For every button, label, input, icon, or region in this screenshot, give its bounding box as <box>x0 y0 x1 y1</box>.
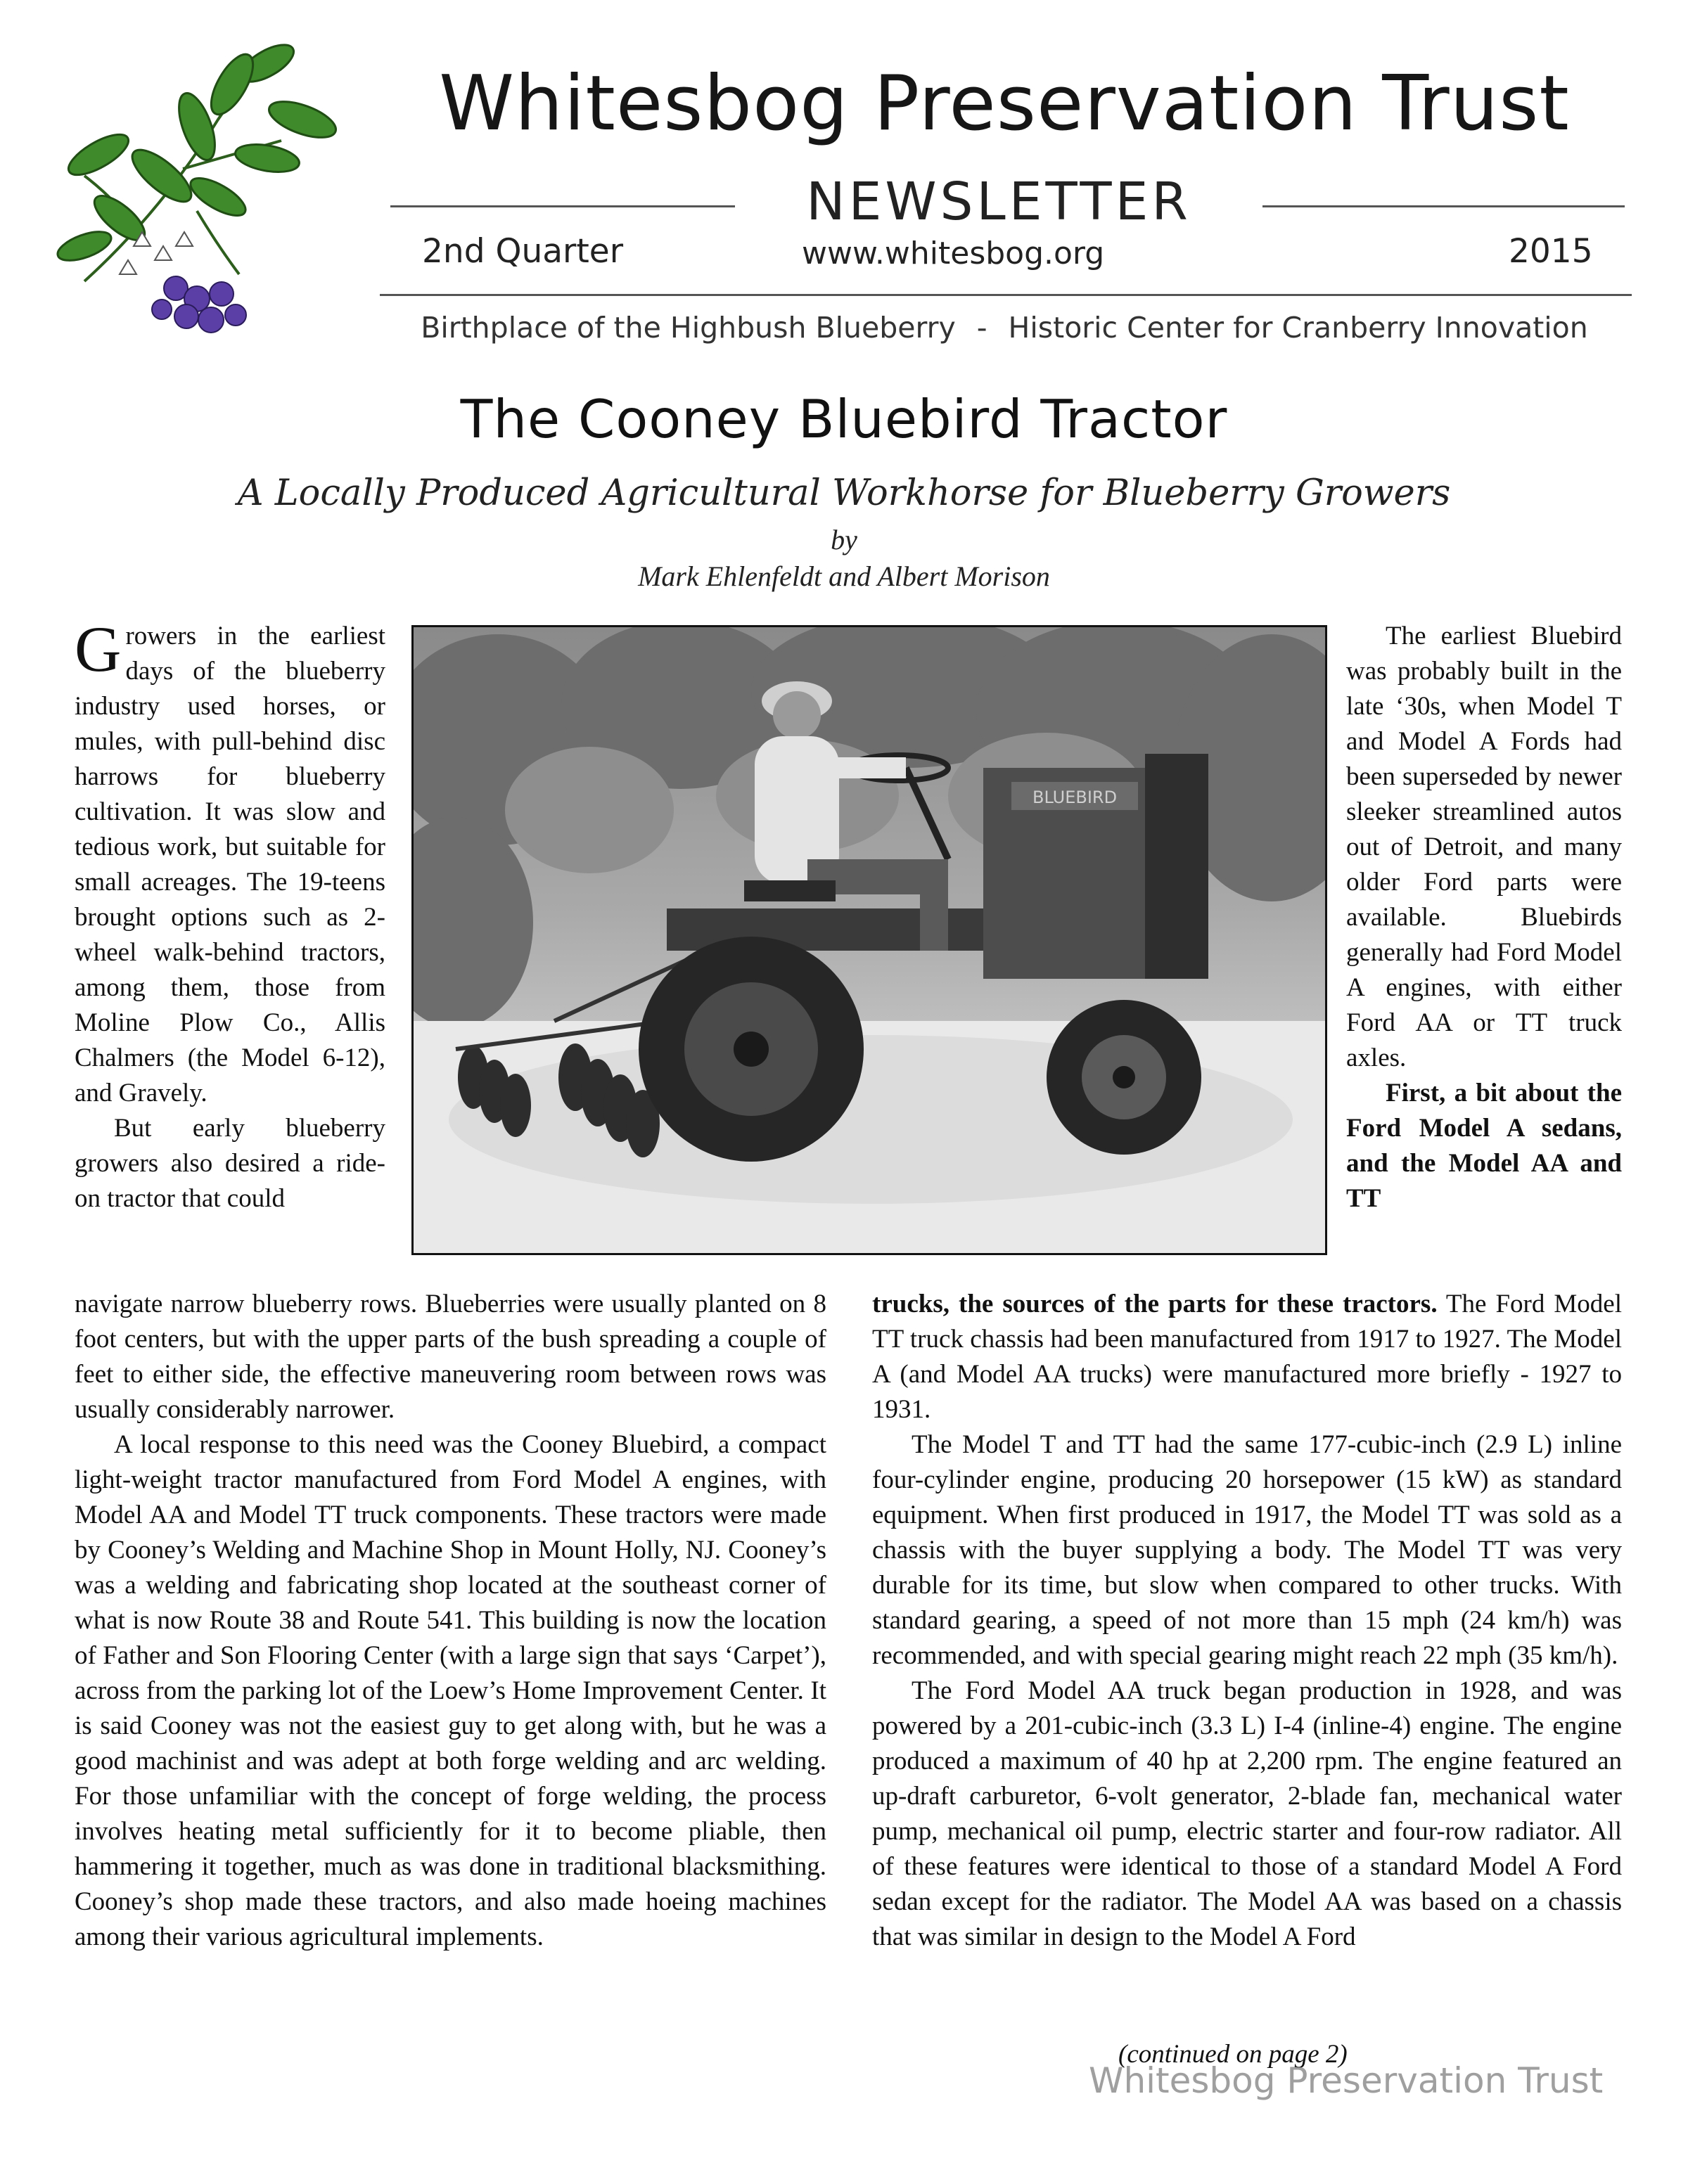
article-paragraph: The Model T and TT had the same 177-cubic-inch (2.9 L) inline four-cylinder engine, producing 20 horsepower (15 kW) as standard equipment. When first produced in 1917, the Model TT was sold as a chassis with the buyer supplying a body. The Model TT was very durable for its time, but slow when compared to other trucks. With standard gearing, a speed of not more than 15 mph (24 km/h) was recommended, and with special gearing might reach 22 mph (35 km/h). <box>872 1430 1622 1670</box>
article-byline-by: by <box>831 524 857 555</box>
masthead-title: Whitesbog Preservation Trust <box>439 60 1570 148</box>
article-paragraph-continued: navigate narrow blueberry rows. Blueberries were usually planted on 8 foot centers, but with the upper parts of the bush spreading a couple of feet to either side, the effective maneuvering room between rows was usually considerably narrower. <box>75 1290 826 1424</box>
left-wide-column <box>75 1287 826 1955</box>
tractor-photo <box>411 625 1327 1255</box>
article-paragraph: The earliest Bluebird was probably built in the late ‘30s, when Model T and Model A Fords had been superseded by newer sleeker streamlined autos out of Detroit, and many older Ford parts were available. Bluebirds generally had Ford Model A engines, with either Ford AA or TT truck axles. <box>1346 622 1622 1072</box>
watermark: Whitesbog Preservation Trust <box>1089 2060 1604 2101</box>
masthead-rule-bottom <box>380 294 1632 296</box>
article-subtitle: A Locally Produced Agricultural Workhorse for Blueberry Growers <box>237 473 1451 514</box>
article-authors: Mark Ehlenfeldt and Albert Morison <box>638 560 1050 592</box>
masthead-rule-left <box>390 205 735 207</box>
article-paragraph: The Ford Model AA truck began production in 1928, and was powered by a 201-cubic-inch (3.3 L) I-4 (inline-4) engine. The engine produced a maximum of 40 hp at 2,200 rpm. The engine featured an up-draft carburetor, 6-volt generator, 2-blade fan, mechanical water pump, mechanical oil pump, electric starter and four-row radiator. All of these features were identical to those of a standard Model A Ford sedan except for the radiator. The Model AA was based on a chassis that was similar in design to the Model A Ford <box>872 1676 1622 1951</box>
continued-on-page-link[interactable]: (continued on page 2) <box>1118 2040 1348 2069</box>
right-narrow-column <box>1346 619 1622 1216</box>
tagline-right: Historic Center for Cranberry Innovation <box>1008 311 1588 345</box>
masthead-quarter: 2nd Quarter <box>422 232 624 271</box>
right-wide-column <box>872 1287 1622 1955</box>
tagline-left: Birthplace of the Highbush Blueberry <box>421 311 956 345</box>
masthead-website-link[interactable]: www.whitesbog.org <box>802 236 1105 271</box>
article-paragraph: But early blueberry growers also desired a ride-on tractor that could <box>75 1114 385 1213</box>
bold-lead-continued: trucks, the sources of the parts for these tractors. <box>872 1290 1438 1318</box>
article-title: The Cooney Bluebird Tractor <box>460 388 1228 450</box>
masthead-newsletter-label: NEWSLETTER <box>806 172 1191 232</box>
paragraph-rest: The Ford Model TT truck chassis had been manufactured from 1917 to 1927. The Model A (and Model AA trucks) were manufactured more briefly - 1927 to 1931. <box>872 1290 1622 1424</box>
masthead-tagline <box>385 311 1623 345</box>
drop-cap: G <box>75 613 122 685</box>
article-paragraph <box>75 613 385 1111</box>
article-paragraph-bold: First, a bit about the Ford Model A sedans, and the Model AA and TT <box>1346 1079 1622 1213</box>
left-p1-text: rowers in the earliest days of the blueberry industry used horses, or mules, with pull-behind disc harrows for blueberry cultivation. It was slow and tedious work, but suitable for small acreages. The 19-teens brought options such as 2-wheel walk-behind tractors, among them, those from Moline Plow Co., Allis Chalmers (the Model 6-12), and Gravely. <box>75 622 385 1107</box>
tractor-badge: BLUEBIRD <box>1032 788 1118 807</box>
masthead-year: 2015 <box>1509 232 1593 271</box>
article-paragraph: A local response to this need was the Cooney Bluebird, a compact light-weight tractor manufactured from Ford Model A engines, with Model AA and Model TT truck components. These tractors were made by Cooney’s Welding and Machine Shop in Mount Holly, NJ. Cooney’s was a welding and fabricating shop located at the southeast corner of what is now Route 38 and Route 541. This building is now the location of Father and Son Flooring Center (with a large sign that says ‘Carpet’), across from the parking lot of the Loew’s Home Improvement Center. It is said Cooney was not the easiest guy to get along with, but he was a good machinist and was adept at both forge welding and arc welding. For those unfamiliar with the concept of forge welding, the process involves heating metal sufficiently for it to become pliable, then hammering it together, much as was done in traditional blacksmithing. Cooney’s shop made these tractors, and also made hoeing machines among their various agricultural implements. <box>75 1430 826 1951</box>
masthead-rule-right <box>1262 205 1625 207</box>
tagline-separator: - <box>976 311 987 345</box>
left-narrow-column <box>75 613 385 1216</box>
article-paragraph-continued <box>872 1287 1622 1427</box>
blueberry-branch-logo <box>56 35 366 345</box>
